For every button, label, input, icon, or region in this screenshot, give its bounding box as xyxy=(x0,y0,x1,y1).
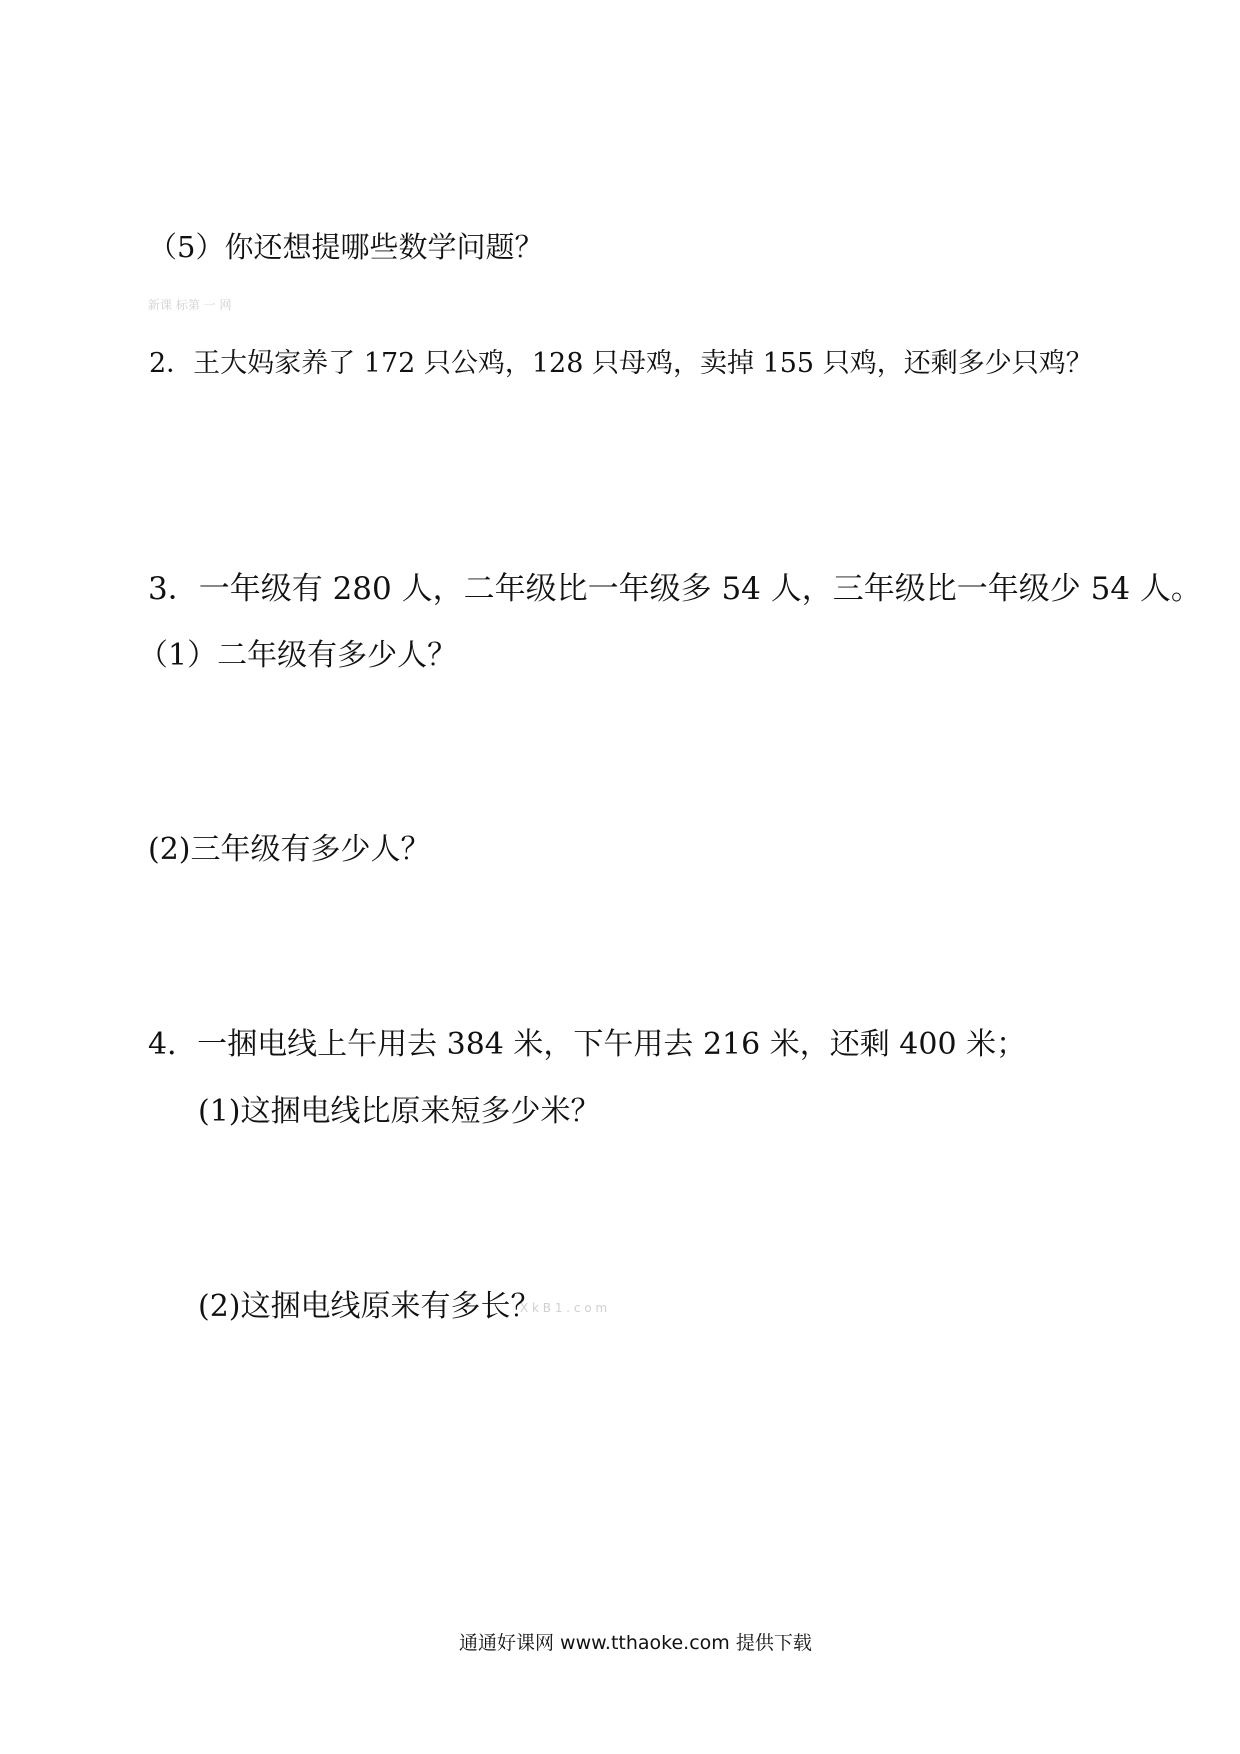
question-3-part-2: (2)三年级有多少人？ xyxy=(148,832,431,867)
question-4-part-1: (1)这捆电线比原来短多少米？ xyxy=(198,1094,601,1129)
watermark-top: 新课 标第 一 网 xyxy=(148,298,232,312)
footer-credit: 通通好课网 www.tthaoke.com 提供下载 xyxy=(459,1632,812,1654)
question-4: 4．一捆电线上午用去 384 米，下午用去 216 米，还剩 400 米； xyxy=(148,1027,1027,1062)
question-1-part-5: （5）你还想提哪些数学问题？ xyxy=(148,230,544,264)
question-3-part-1: （1）二年级有多少人？ xyxy=(138,638,458,673)
question-3: 3．一年级有 280 人，二年级比一年级多 54 人，三年级比一年级少 54 人。 xyxy=(148,571,1202,607)
question-2: 2．王大妈家养了 172 只公鸡，128 只母鸡，卖掉 155 只鸡，还剩多少只鸡？ xyxy=(149,348,1093,379)
question-4-part-2: (2)这捆电线原来有多长？ xyxy=(198,1289,541,1324)
watermark-inline: X k B 1 . c o m xyxy=(520,1301,608,1315)
